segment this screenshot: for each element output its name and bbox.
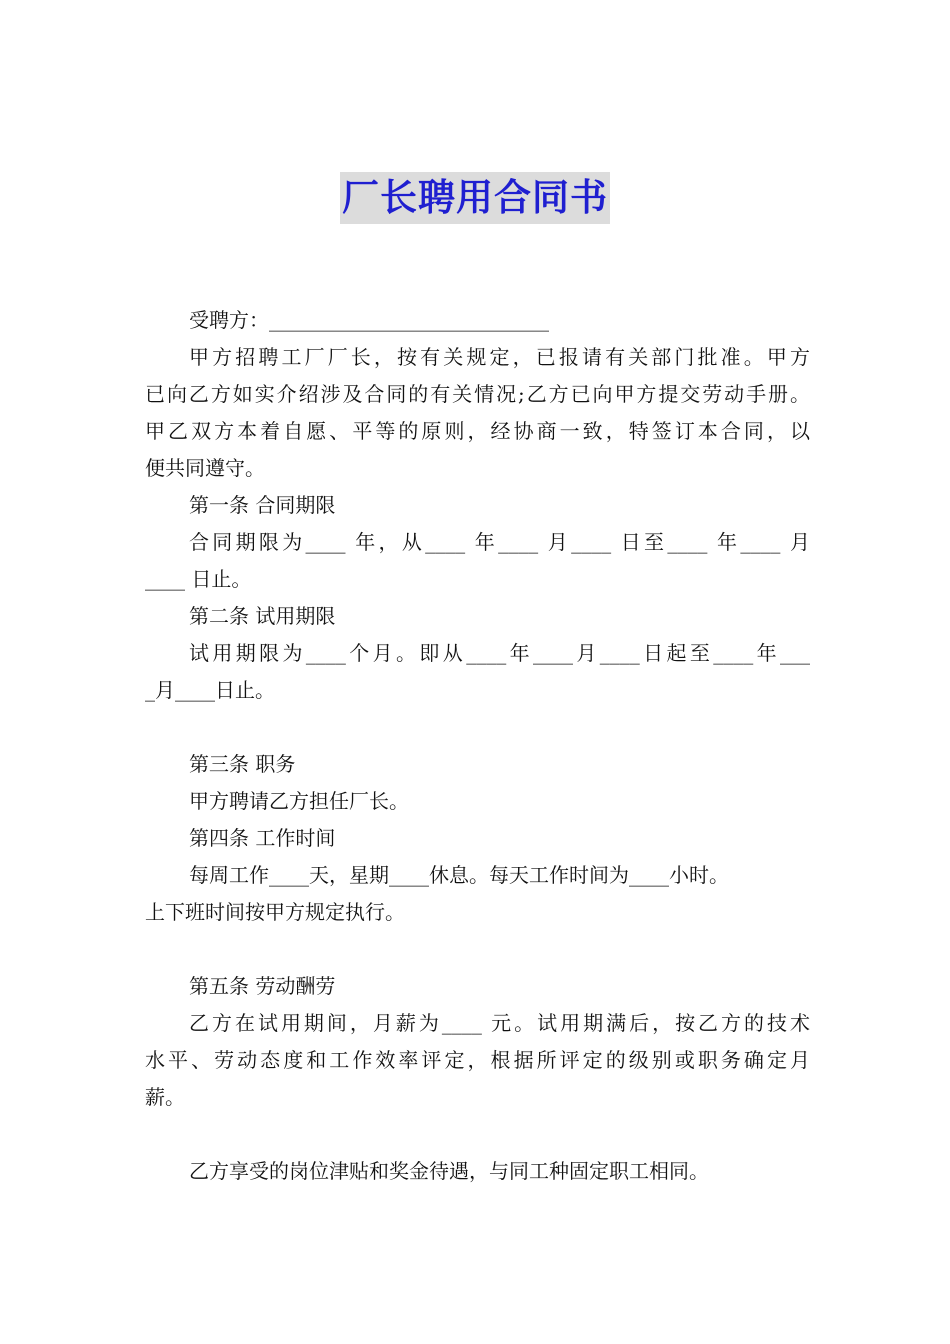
intro-line-2: 已向乙方如实介绍涉及合同的有关情况;乙方已向甲方提交劳动手册。 <box>145 382 810 406</box>
spacer <box>145 709 810 746</box>
article2-line-2: _月____日止。 <box>145 678 275 702</box>
article1-line-2: ____ 日止。 <box>145 567 252 591</box>
article3-line-1: 甲方聘请乙方担任厂长。 <box>189 789 409 813</box>
article2-heading: 第二条 试用期限 <box>189 604 336 628</box>
spacer <box>145 1116 810 1153</box>
article2-line-1: 试用期限为____个月。即从____年____月____日起至____年___ <box>189 641 810 665</box>
article5-line-3: 薪。 <box>145 1085 185 1109</box>
intro-line-3: 甲乙双方本着自愿、平等的原则，经协商一致，特签订本合同，以 <box>145 419 810 443</box>
intro-line-1: 甲方招聘工厂厂长，按有关规定，已报请有关部门批准。甲方 <box>189 345 810 369</box>
article1-heading: 第一条 合同期限 <box>189 493 336 517</box>
article5-paragraph-2: 乙方享受的岗位津贴和奖金待遇，与同工种固定职工相同。 <box>189 1159 709 1183</box>
article5-line-1: 乙方在试用期间，月薪为____ 元。试用期满后，按乙方的技术 <box>189 1011 810 1035</box>
document-body <box>145 302 810 1190</box>
intro-line-4: 便共同遵守。 <box>145 456 265 480</box>
recipient-line: 受聘方：____________________________ <box>189 308 549 332</box>
document-title: 厂长聘用合同书 <box>340 172 610 224</box>
article1-line-1: 合同期限为____ 年，从____ 年____ 月____ 日至____ 年____ 月 <box>189 530 810 554</box>
article4-line-1: 每周工作____天，星期____休息。每天工作时间为____小时。 <box>189 863 729 887</box>
article5-line-2: 水平、劳动态度和工作效率评定，根据所评定的级别或职务确定月 <box>145 1048 810 1072</box>
article5-heading: 第五条 劳动酬劳 <box>189 974 336 998</box>
article4-line-2: 上下班时间按甲方规定执行。 <box>145 900 405 924</box>
article3-heading: 第三条 职务 <box>189 752 296 776</box>
article4-heading: 第四条 工作时间 <box>189 826 336 850</box>
spacer <box>145 931 810 968</box>
document-title-wrapper <box>0 172 950 224</box>
